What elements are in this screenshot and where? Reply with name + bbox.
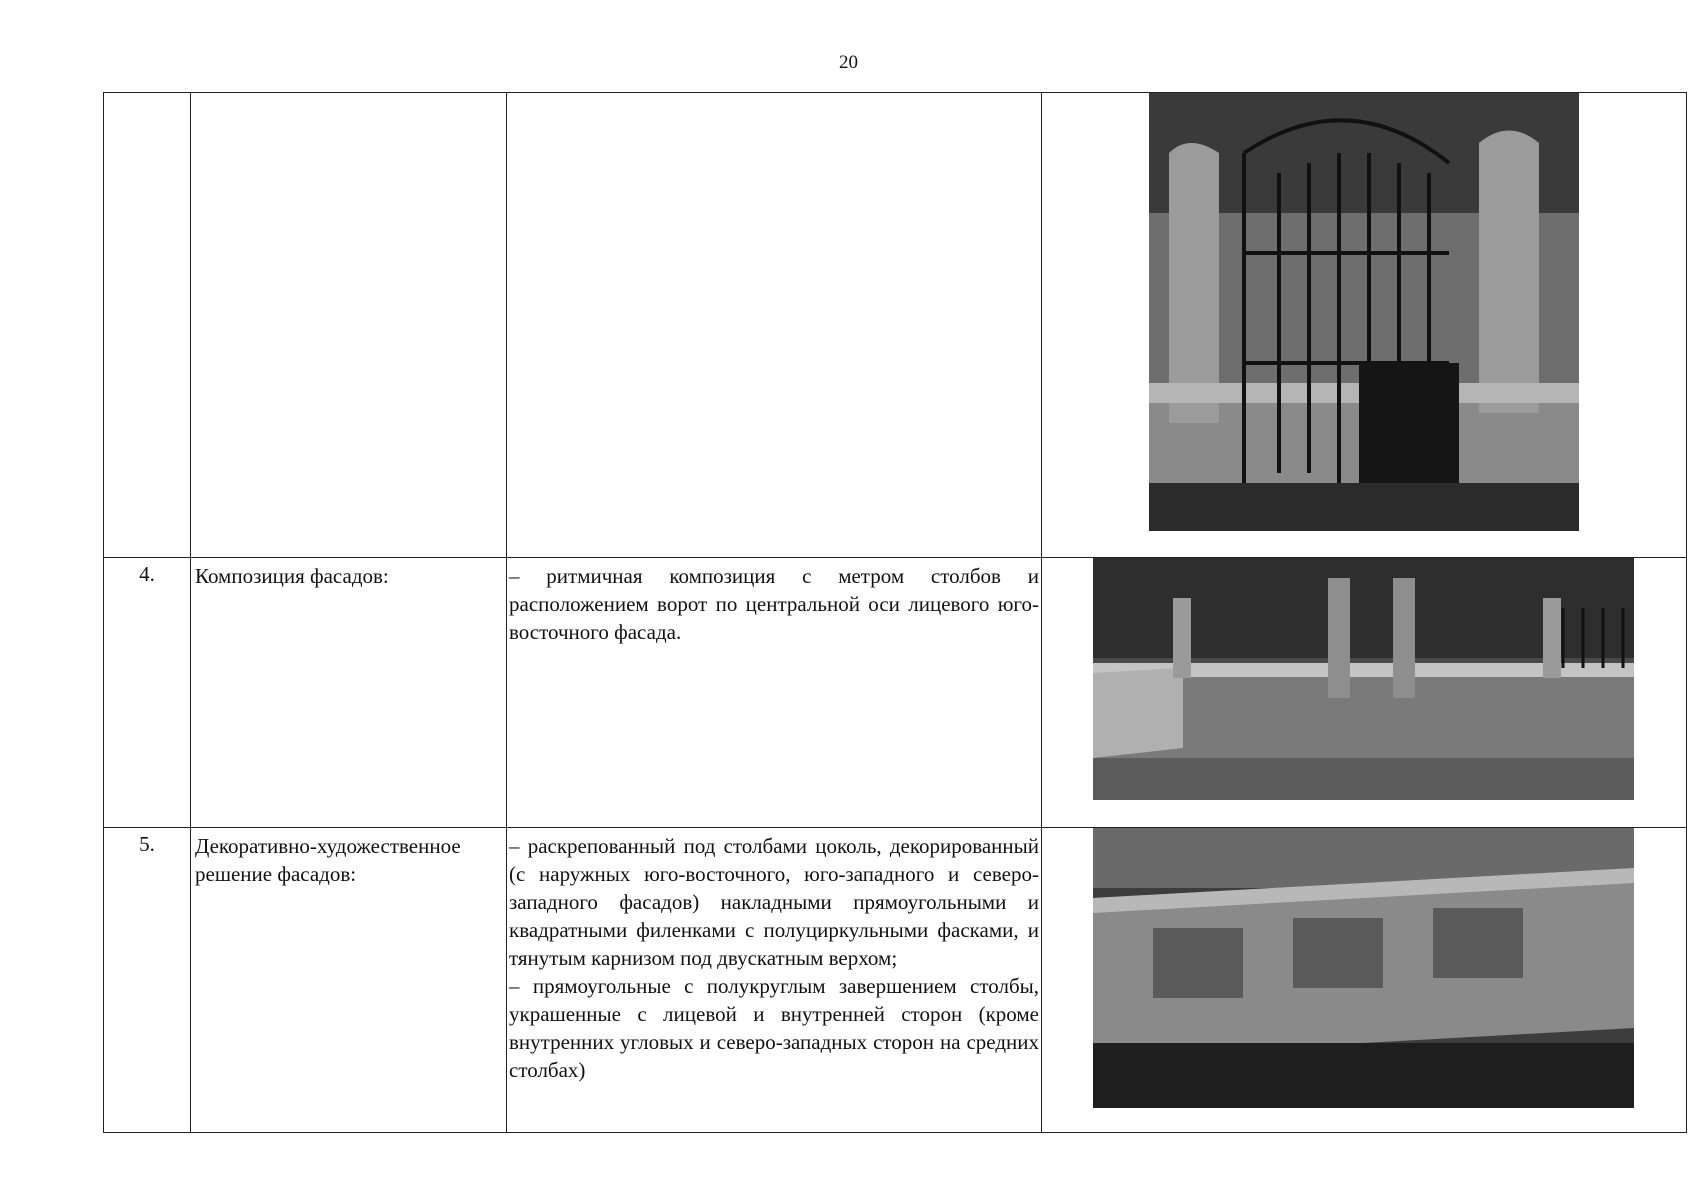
row-title: Декоративно-художественное решение фасадов: bbox=[191, 828, 507, 1133]
page-number: 20 bbox=[839, 52, 858, 73]
row-number: 4. bbox=[104, 558, 191, 828]
table-row bbox=[104, 558, 1687, 828]
table-row bbox=[104, 93, 1687, 558]
description-paragraph: – прямоугольные с полукруглым завершением столбы, украшенные с лицевой и внутренней сторон (кроме внутренних угловых и северо-западных сторон на средних столбах) bbox=[509, 974, 1039, 1082]
row-title: Композиция фасадов: bbox=[191, 558, 507, 828]
monument-description-table bbox=[103, 92, 1687, 1133]
photo-cell bbox=[1042, 828, 1687, 1133]
row-title bbox=[191, 93, 507, 558]
gate-photo bbox=[1149, 93, 1579, 531]
row-description bbox=[507, 558, 1042, 828]
photo-cell bbox=[1042, 93, 1687, 558]
description-paragraph: – раскрепованный под столбами цоколь, декорированный (с наружных юго-восточного, юго-западного и северо-западного фасадов) накладными прямоугольными и квадратными филенками с полуциркульными фасками, и тянутым карнизом под двускатным верхом; bbox=[509, 834, 1039, 970]
fence-photo bbox=[1093, 558, 1634, 800]
plinth-photo bbox=[1093, 828, 1634, 1108]
description-paragraph: – ритмичная композиция с метром столбов и расположением ворот по центральной оси лицевого юго-восточного фасада. bbox=[509, 564, 1039, 644]
photo-cell bbox=[1042, 558, 1687, 828]
row-number: 5. bbox=[104, 828, 191, 1133]
table-row bbox=[104, 828, 1687, 1133]
row-number bbox=[104, 93, 191, 558]
row-description bbox=[507, 93, 1042, 558]
row-description bbox=[507, 828, 1042, 1133]
